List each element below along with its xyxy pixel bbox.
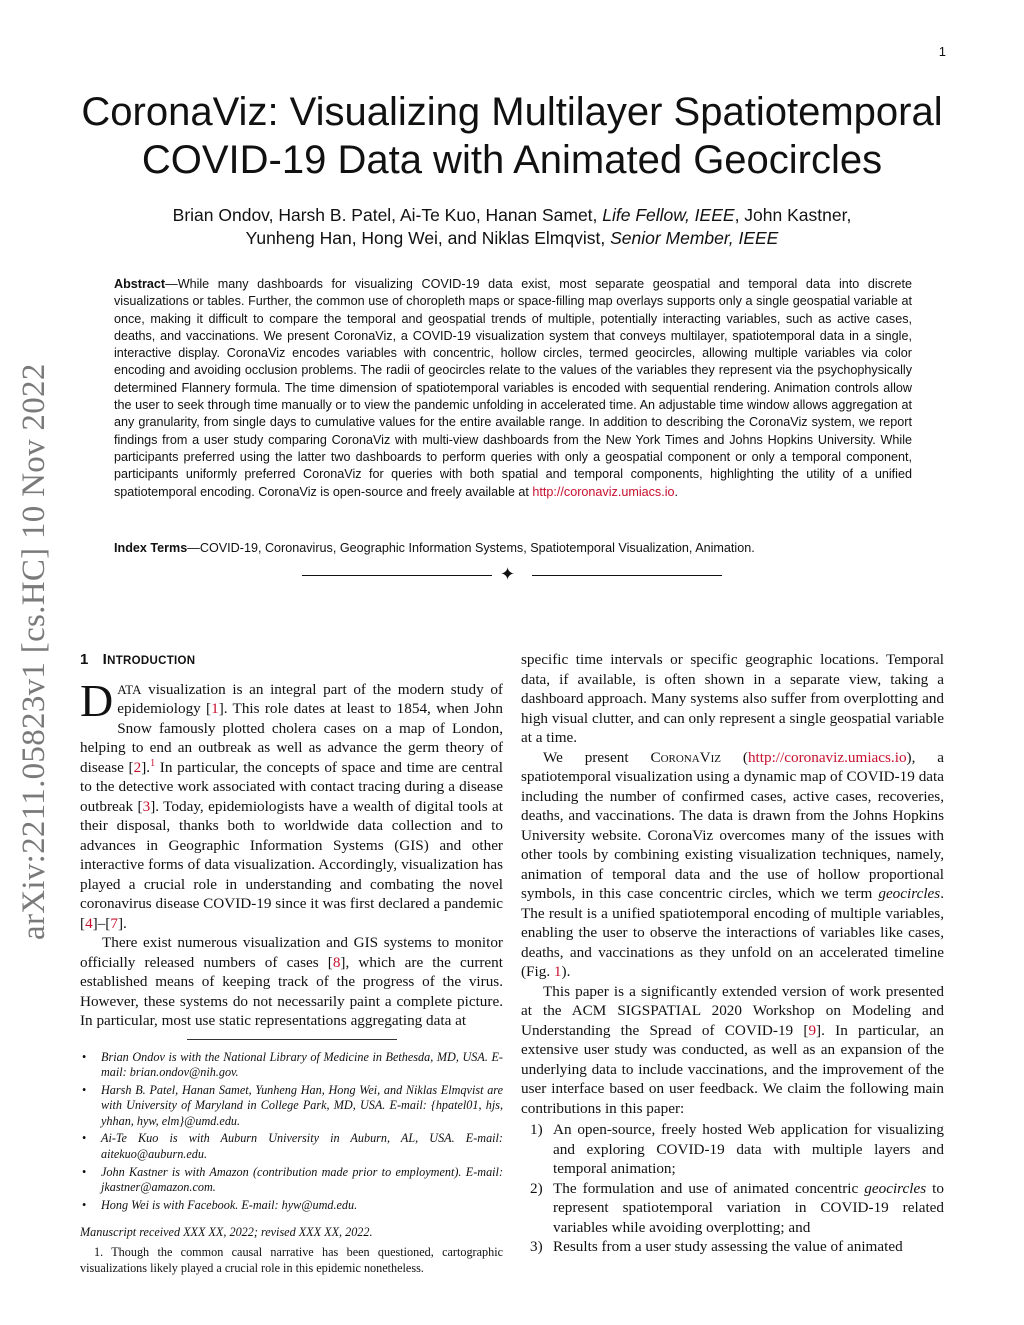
- contribution-list: [521, 1120, 944, 1257]
- citation-link[interactable]: 8: [332, 953, 341, 971]
- page-number: 1: [938, 44, 946, 59]
- system-name: CoronaViz: [650, 748, 722, 766]
- contribution-item: [521, 1120, 944, 1179]
- authors-text: Yunheng Han, Hong Wei, and Niklas Elmqvist,: [245, 228, 611, 248]
- list-number: 3): [530, 1238, 543, 1255]
- contribution-text: Results from a user study assessing the value of animated: [553, 1238, 903, 1255]
- drop-cap-continuation: ATA: [117, 681, 142, 697]
- intro-paragraph-1: [80, 674, 503, 934]
- title-line-1: CoronaViz: Visualizing Multilayer Spatiotemporal: [81, 90, 943, 134]
- abstract-end: .: [674, 484, 679, 499]
- paragraph-text: There exist numerous visualization and GIS systems to monitor officially released numbers of cases [: [80, 934, 503, 971]
- arxiv-stamp: arXiv:2211.05823v1 [cs.HC] 10 Nov 2022: [16, 363, 52, 940]
- citation-link[interactable]: 4: [85, 914, 93, 932]
- divider-line-right: [532, 575, 722, 576]
- intro-paragraph-5: [521, 982, 944, 1119]
- citation-link[interactable]: 9: [808, 1021, 817, 1039]
- abstract-text: —While many dashboards for visualizing COVID-19 data exist, most separate geospatial and temporal data into discrete visualizations or tables. Further, the common use of choropleth maps or space-filling map overlays supports only a single geospatial variable at once, making it difficult to compare the temporal and geospatial trends of multiple, potentially interacting variables, such as active cases, deaths, and vaccinations. We present CoronaViz, a COVID-19 visualization system that conveys multilayer, spatiotemporal data in a single, interactive display. CoronaViz encodes variables with concentric, hollow circles, termed geocircles, allowing multiple variables via color encoding and avoiding occlusion problems. The radii of geocircles relate to the values of the variables they represent via the psychophysically determined Flannery formula. The time dimension of spatiotemporal variables is encoded with sequential rendering. Animation controls allow the user to seek through time manually or to view the pandemic unfolding in accelerated time. An adjustable time window allows aggregation at any granularity, from single days to cumulative values for the entire available range. In addition to describing the CoronaViz system, we report findings from a user study comparing CoronaViz with multi-view dashboards from the New York Times and Johns Hopkins University. While participants preferred using the latter two dashboards to perform queries with only a geospatial component or only a temporal component, participants uniformly preferred CoronaViz for queries with both spatial and temporal components, highlighting the utility of a unified spatiotemporal encoding. CoronaViz is open-source and freely available at: [114, 277, 912, 499]
- paragraph-text: ), a spatiotemporal visualization using a dynamic map of COVID-19 data including the number of confirmed cases, active cases, recoveries, deaths, and vaccinations. The data is drawn from the Johns Hopkins University website. CoronaViz overcomes many of the issues with other tools by combining existing visualization techniques, namely, animation of temporal data and the use of hollow proportional symbols, in this case concentric circles, which we term: [521, 748, 944, 902]
- affiliation-item: • Ai-Te Kuo is with Auburn University in Auburn, AL, USA. E-mail: aitekuo@auburn.edu.: [80, 1131, 503, 1162]
- authors-text: Brian Ondov, Harsh B. Patel, Ai-Te Kuo, Hanan Samet,: [172, 205, 603, 225]
- affiliation-item: • Harsh B. Patel, Hanan Samet, Yunheng Han, Hong Wei, and Niklas Elmqvist are with University of Maryland in College Park, MD, USA. E-mail: {hpatel01, hjs, yhhan, hyw, elm}@umd.edu.: [80, 1083, 503, 1130]
- section-heading: [80, 650, 503, 672]
- index-terms-label: Index Terms: [114, 541, 188, 555]
- affiliation-list: [80, 1050, 503, 1214]
- star-icon: ✦: [500, 564, 516, 584]
- abstract-label: Abstract: [114, 277, 166, 291]
- title-line-2: COVID-19 Data with Animated Geocircles: [141, 138, 883, 182]
- paragraph-text: We present: [543, 748, 651, 766]
- paragraph-text: This paper is a significantly extended version of work presented at the ACM SIGSPATIAL 2020 Workshop on Modeling and Understanding the Spread of COVID-19 [: [521, 982, 944, 1039]
- contribution-text: The formulation and use of animated concentric: [553, 1179, 865, 1197]
- affiliation-item: • Hong Wei is with Facebook. E-mail: hyw@umd.edu.: [80, 1198, 503, 1214]
- paragraph-text: ]. This role dates at least to 1854, when John Snow famously plotted cholera cases on a map of London, helping to end an outbreak as well as advance the germ theory of disease [: [80, 700, 503, 776]
- right-column: [521, 650, 944, 1257]
- paragraph-text: ].: [117, 914, 127, 932]
- footnote-rule: [187, 1039, 397, 1040]
- project-link[interactable]: http://coronaviz.umiacs.io: [532, 484, 675, 499]
- divider-line-left: [302, 575, 492, 576]
- citation-link[interactable]: 1: [211, 700, 219, 717]
- paragraph-text: ], which are the current established means of keeping track of the progress of the virus. However, these systems do not necessarily paint a complete picture. In particular, most use static representations aggregating data at: [80, 953, 503, 1029]
- emphasis: geocircles: [864, 1179, 927, 1197]
- paragraph-text: visualization is an integral part of the modern study of epidemiology [: [117, 680, 503, 717]
- paragraph-text: . The result is a unified spatiotemporal encoding of multiple variables, enabling the user to observe the interactions of variables like cases, deaths, and vaccinations as they unfold on an accelerated timeline (Fig.: [521, 885, 944, 980]
- paragraph-text: ].: [141, 758, 151, 776]
- affiliation-item: • Brian Ondov is with the National Library of Medicine in Bethesda, MD, USA. E-mail: brian.ondov@nih.gov.: [80, 1050, 503, 1081]
- paragraph-text: ).: [561, 963, 571, 980]
- authors-line-2: [60, 227, 964, 250]
- paper-title: [60, 88, 964, 184]
- list-number: 2): [530, 1179, 543, 1197]
- footnote-marker[interactable]: 1: [150, 757, 156, 769]
- footnote: 1. Though the common causal narrative has been questioned, cartographic visualizations likely played a crucial role in this epidemic nonetheless.: [80, 1244, 503, 1275]
- author-list: [60, 204, 964, 250]
- list-number: 1): [530, 1121, 543, 1138]
- paragraph-text: ]. In particular, an extensive user study was conducted, as well as an expansion of the underlying data to include vaccinations, and the improvement of the user interface based on user feedback. We claim the following main contributions in this paper:: [521, 1021, 944, 1117]
- paragraph-text: (: [721, 748, 748, 766]
- author-title: Life Fellow, IEEE: [602, 205, 735, 225]
- section-number: 1: [80, 651, 89, 668]
- drop-cap: D: [80, 674, 114, 726]
- contribution-text: An open-source, freely hosted Web application for visualizing and exploring COVID-19 data with multiple layers and temporal animation;: [553, 1121, 944, 1177]
- author-title: Senior Member, IEEE: [610, 228, 779, 248]
- paragraph-text: ]. Today, epidemiologists have a wealth of digital tools at their disposal, thanks both to worldwide data collection and to advances in Geographic Information Systems (GIS) and other interactive forms of data visualization. Accordingly, visualization has played a crucial role in understanding and combating the novel coronavirus disease COVID-19 since it was first declared a pandemic [: [80, 797, 503, 932]
- citation-link[interactable]: 2: [133, 758, 142, 776]
- affiliation-item: • John Kastner is with Amazon (contribution made prior to employment). E-mail: jkastner@amazon.com.: [80, 1165, 503, 1196]
- left-column: [80, 650, 503, 1276]
- project-link[interactable]: http://coronaviz.umiacs.io: [747, 748, 907, 766]
- intro-paragraph-3: specific time intervals or specific geographic locations. Temporal data, if available, is often shown in a separate view, taking a dashboard approach. Many systems also suffer from overplotting and high visual clutter, and can only represent a single geospatial variable at a time.: [521, 651, 944, 746]
- intro-paragraph-4: [521, 748, 944, 982]
- section-title-initial: I: [102, 651, 108, 668]
- index-terms: [114, 540, 912, 557]
- authors-line-1: [60, 204, 964, 227]
- paragraph-text: In particular, the concepts of space and time are central to the detective work associated with contact tracing during a disease outbreak [: [80, 758, 503, 815]
- paragraph-text: ]–[: [92, 914, 111, 932]
- contribution-item: [521, 1237, 944, 1257]
- manuscript-note: Manuscript received XXX XX, 2022; revised XXX XX, 2022.: [80, 1225, 373, 1240]
- contribution-item: [521, 1179, 944, 1238]
- citation-link[interactable]: 3: [142, 797, 151, 815]
- emphasis: geocircles: [878, 885, 941, 902]
- index-terms-text: —COVID-19, Coronavirus, Geographic Information Systems, Spatiotemporal Visualization, Animation.: [187, 541, 755, 555]
- contribution-text: to represent spatiotemporal variation in COVID-19 related variables while avoiding overplotting; and: [553, 1179, 944, 1236]
- section-title: NTRODUCTION: [107, 655, 196, 667]
- section-divider: [302, 566, 722, 586]
- abstract: [114, 276, 912, 501]
- intro-paragraph-2: [80, 933, 503, 1031]
- citation-link[interactable]: 7: [110, 914, 118, 932]
- figure-link[interactable]: 1: [553, 963, 562, 980]
- authors-text: , John Kastner,: [734, 205, 852, 225]
